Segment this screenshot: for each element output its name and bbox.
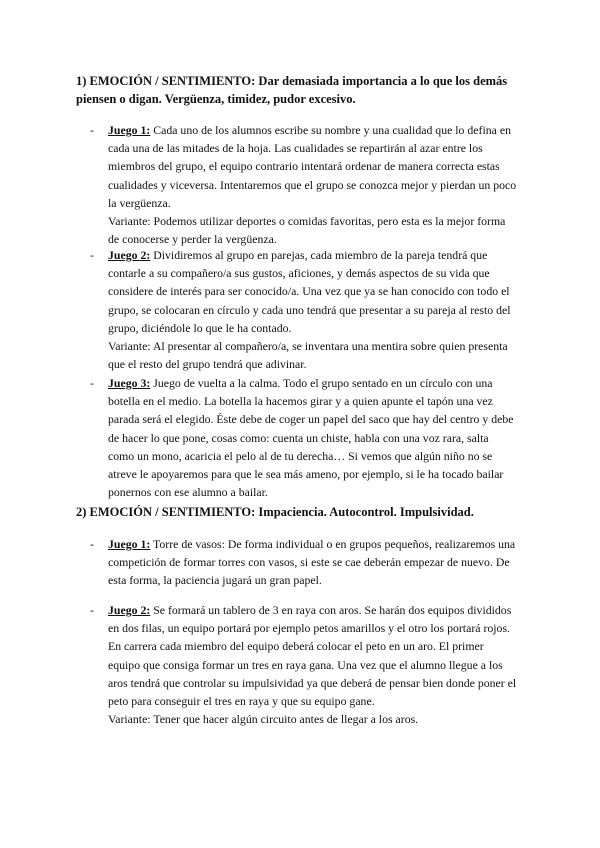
game-text-line: botella en el medio. La botella la hacemos girar y a quien apunte el tapón una vez	[108, 394, 493, 409]
section-1-game-2	[90, 246, 530, 373]
game-text-line: cada una de las mitades de la hoja. Las cualidades se repartirán al azar entre los	[108, 141, 483, 156]
game-text-line: como un mono, acaricia el pelo al de tu derecha… Si vemos que algún niño no se	[108, 448, 493, 463]
bullet-dash: -	[90, 123, 94, 137]
game-text-line: miembros del grupo, el equipo contrario intentará ordenar de manera correcta estas	[108, 159, 500, 174]
section-1-game-1	[90, 121, 530, 248]
game-text-line: parada será el elegido. Éste debe de coger un papel del saco que hay del centro y debe	[108, 412, 514, 427]
game-text-line: de hacer lo que pone, cosas como: cuenta un chiste, habla con una voz rara, salta	[108, 430, 489, 445]
game-text-line: grupo, se colocaran en círculo y cada uno tendrá que presentar a su pareja al resto del	[108, 302, 511, 317]
section-2-game-2	[90, 601, 530, 728]
game-text-line: competición de formar torres con vasos, si este se cae deberán empezar de nuevo. De	[108, 555, 510, 570]
game-text: Cada uno de los alumnos escribe su nombre y una cualidad que lo defina en	[150, 123, 511, 137]
section-2-heading	[76, 503, 546, 521]
variant-line: Variante: Al presentar al compañero/a, se inventara una mentira sobre quien presenta	[108, 339, 508, 354]
game-text: Se formará un tablero de 3 en raya con aros. Se harán dos equipos divididos	[150, 603, 512, 617]
game-text-line: peto para conseguir el tres en raya y que su equipo gane.	[108, 694, 375, 709]
game-text-line: grupo, diciéndole lo que le ha contado.	[108, 320, 292, 335]
bullet-dash: -	[90, 248, 94, 262]
game-text-line: contarle a su compañero/a sus gustos, aficiones, y demás aspectos de su vida que	[108, 266, 490, 281]
heading-line: 1) EMOCIÓN / SENTIMIENTO: Dar demasiada importancia a lo que los demás	[76, 74, 508, 88]
variant-line: de conocerse y perder la vergüenza.	[108, 232, 277, 247]
game-text-line: cualidades y viceversa. Intentaremos que el grupo se conozca mejor y pierdan un poco	[108, 177, 517, 192]
variant-line: Variante: Podemos utilizar deportes o comidas favoritas, pero esta es la mejor forma	[108, 214, 506, 229]
bullet-dash: -	[90, 603, 94, 617]
game-text: Juego de vuelta a la calma. Todo el grupo sentado en un círculo con una	[150, 376, 493, 390]
game-label: Juego 3:	[108, 376, 151, 390]
game-text-line: la vergüenza.	[108, 195, 171, 210]
game-text-line: atreve le apoyaremos para que le sea más ameno, por ejemplo, si le ha tocado bailar	[108, 467, 504, 482]
heading-line: 2) EMOCIÓN / SENTIMIENTO: Impaciencia. Autocontrol. Impulsividad.	[76, 505, 474, 519]
game-text: Dividiremos al grupo en parejas, cada miembro de la pareja tendrá que	[150, 248, 488, 262]
section-1-game-3	[90, 374, 530, 501]
game-text-line: en dos filas, un equipo portará por ejemplo petos amarillos y el otro los portará rojos.	[108, 621, 510, 636]
game-label: Juego 2:	[108, 603, 151, 617]
game-text-line: considere de interés para ser conocido/a. Una vez que ya se han conocido con todo el	[108, 284, 510, 299]
game-text-line: ponernos con ese alumno a bailar.	[108, 485, 268, 500]
game-label: Juego 2:	[108, 248, 151, 262]
game-label: Juego 1:	[108, 123, 151, 137]
heading-line: piensen o digan. Vergüenza, timidez, pudor excesivo.	[76, 92, 356, 106]
bullet-dash: -	[90, 376, 94, 390]
game-text-line: equipo que consiga formar un tres en raya gana. Una vez que el alumno llegue a los	[108, 657, 503, 672]
game-text-line: aros tendrá que controlar su impulsividad ya que deberá de pensar bien donde poner el	[108, 675, 517, 690]
bullet-dash: -	[90, 537, 94, 551]
variant-line: que el resto del grupo tendrá que adivinar.	[108, 357, 307, 372]
variant-line: Variante: Tener que hacer algún circuito antes de llegar a los aros.	[108, 712, 419, 727]
section-2-game-1	[90, 535, 530, 590]
game-text: Torre de vasos: De forma individual o en grupos pequeños, realizaremos una	[150, 537, 516, 551]
game-text-line: esta forma, la paciencia jugará un gran papel.	[108, 573, 322, 588]
game-label: Juego 1:	[108, 537, 151, 551]
game-text-line: En carrera cada miembro del equipo deberá colocar el peto en un aro. El primer	[108, 639, 484, 654]
section-1-heading	[76, 72, 546, 108]
